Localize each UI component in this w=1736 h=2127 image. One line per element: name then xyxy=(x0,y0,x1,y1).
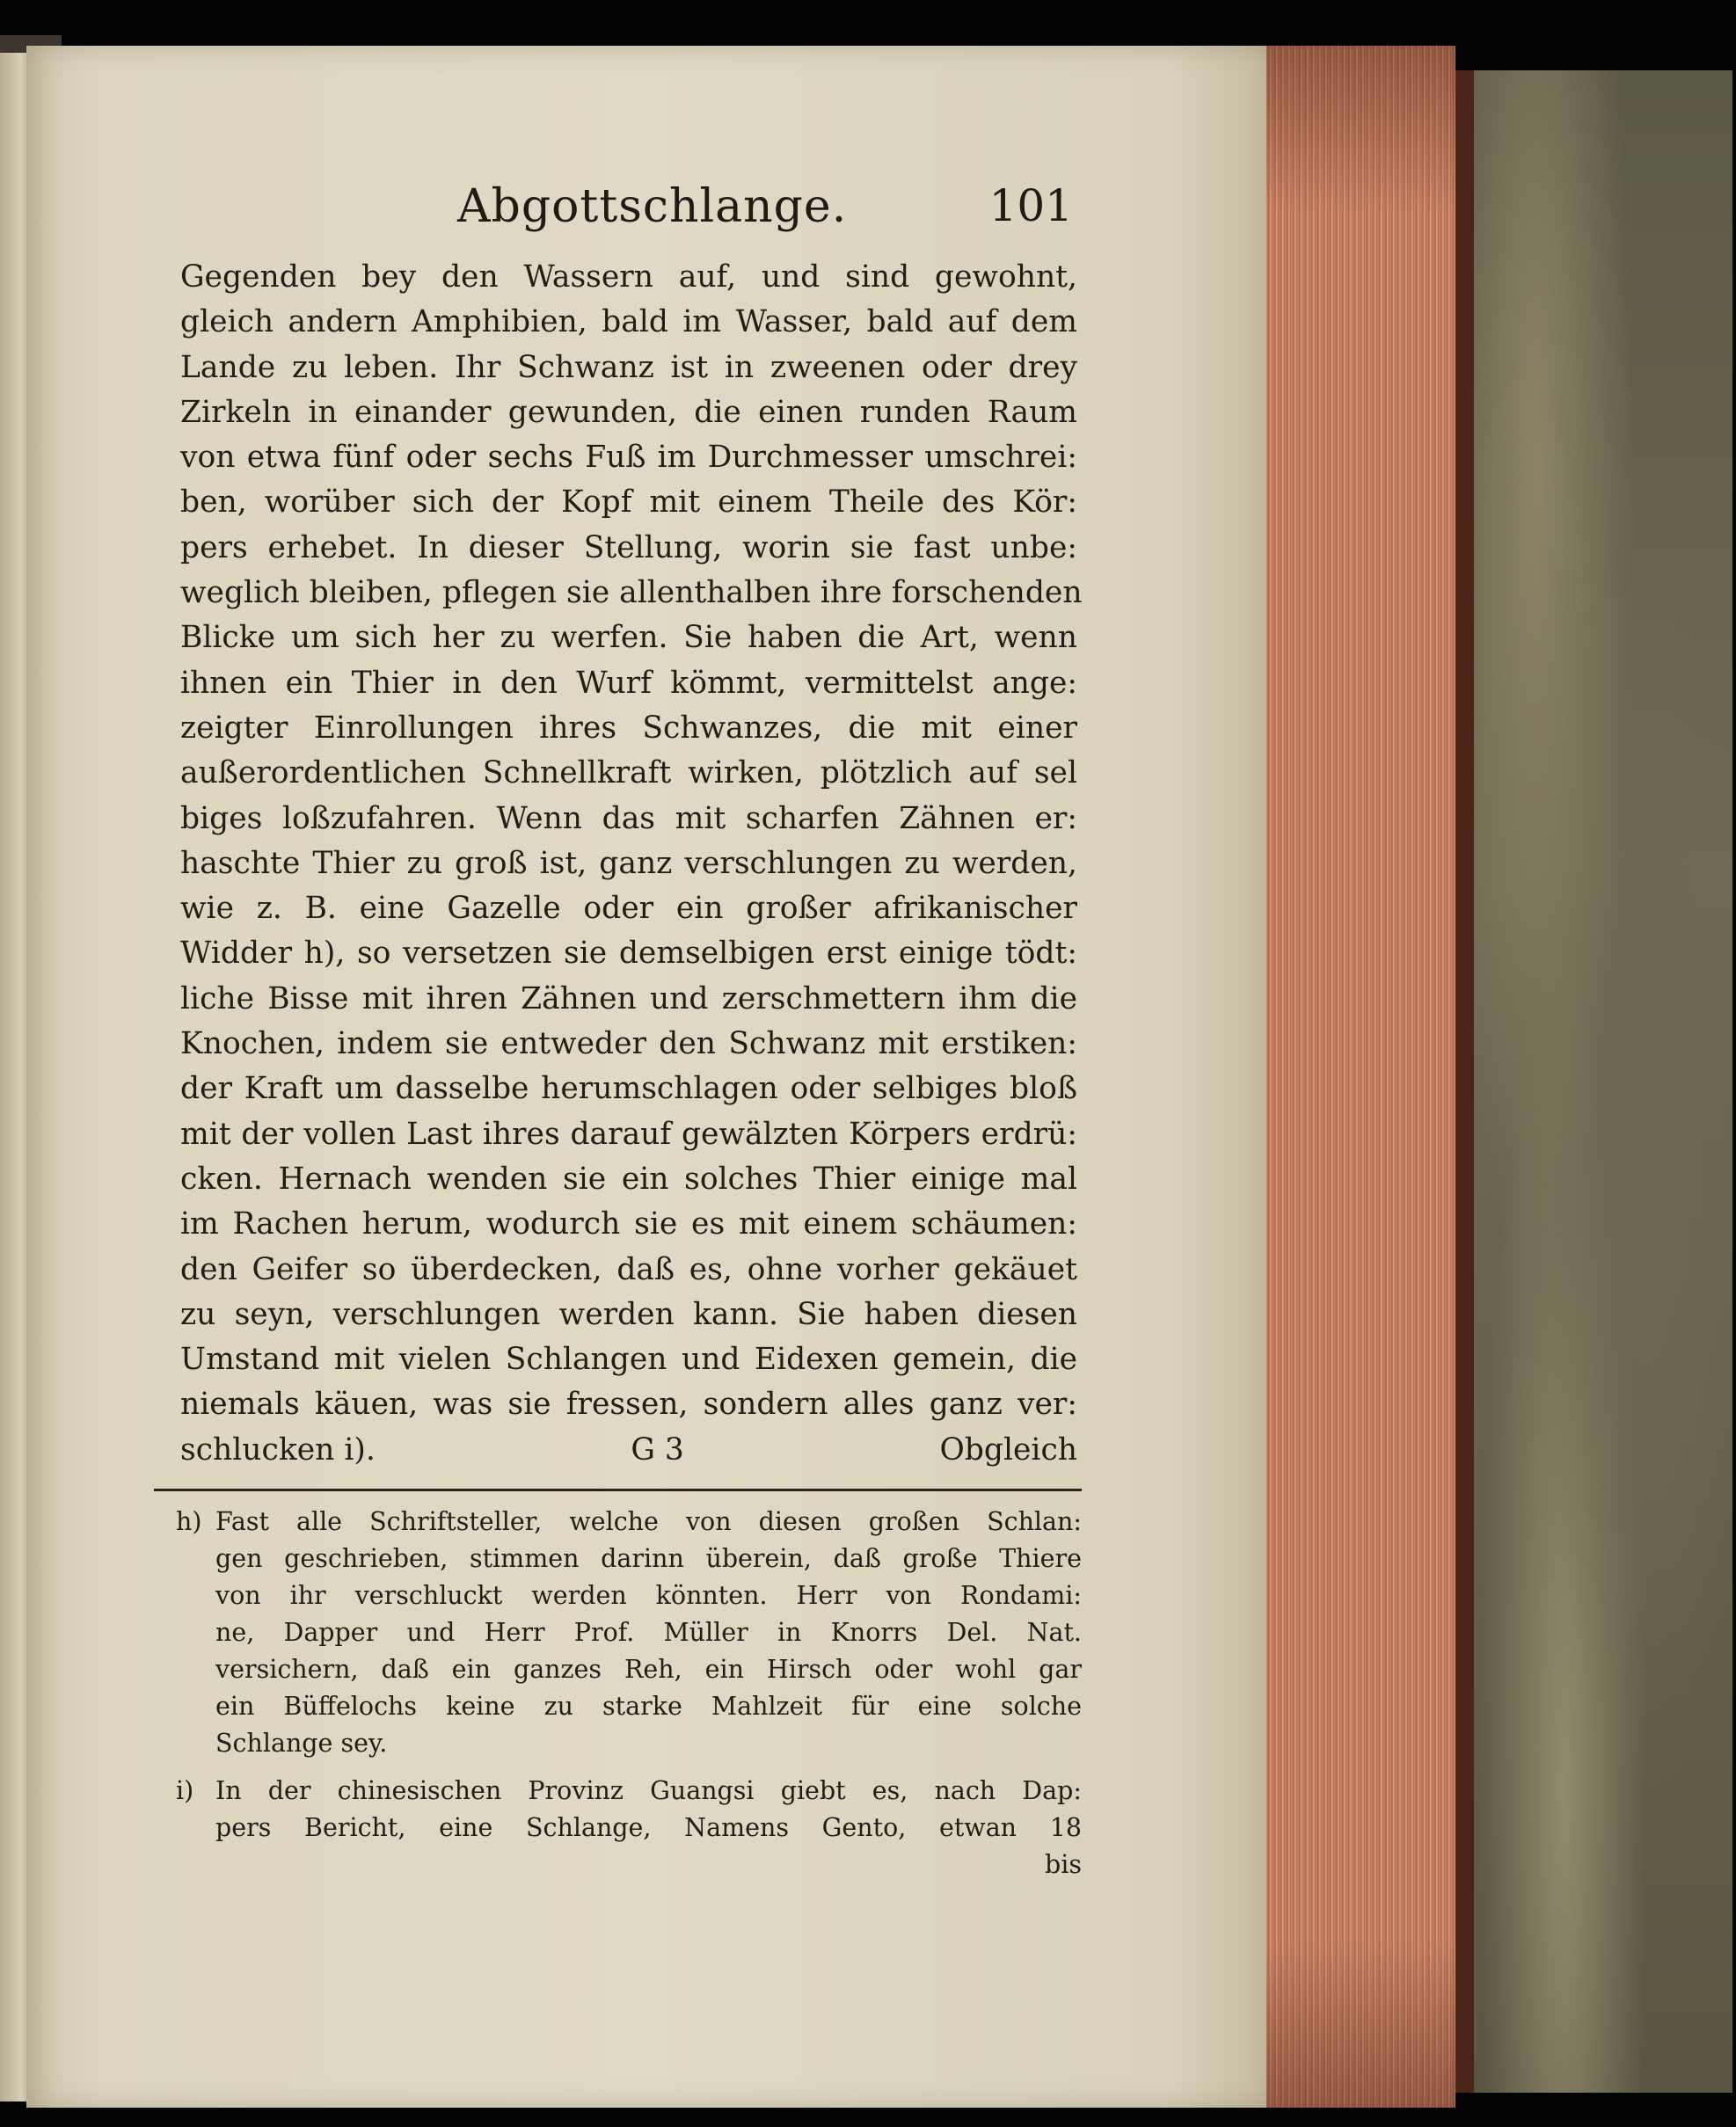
text-line: niemals käuen, was sie fressen, sondern alles ganz ver: xyxy=(180,1387,1077,1423)
text-line: Knochen, indem sie entweder den Schwanz mit erstiken: xyxy=(180,1026,1077,1062)
last-line-row xyxy=(180,1428,1077,1473)
text-line: Umstand mit vielen Schlangen und Eidexen gemein, die xyxy=(180,1342,1077,1378)
text-line: gleich andern Amphibien, bald im Wasser, bald auf dem xyxy=(180,304,1077,340)
text-line: Gegenden bey den Wassern auf, und sind gewohnt, xyxy=(180,259,1077,295)
footnotes xyxy=(176,1504,1082,1894)
footnote-line: ein Büffelochs keine zu starke Mahlzeit für eine solche xyxy=(215,1692,1082,1721)
text-line: zu seyn, verschlungen werden kann. Sie haben diesen xyxy=(180,1296,1077,1332)
footnote-line: gen geschrieben, stimmen darinn überein, daß große Thiere xyxy=(215,1544,1082,1573)
text-line: wie z. B. eine Gazelle oder ein großer afrikanischer xyxy=(180,891,1077,927)
footnote-rule xyxy=(154,1489,1082,1491)
text-line: im Rachen herum, wodurch sie es mit einem schäumen: xyxy=(180,1206,1077,1242)
text-line: weglich bleiben, pflegen sie allenthalben ihre forschenden xyxy=(180,575,1083,611)
footnote-mark: h) xyxy=(176,1507,202,1536)
footnote-line: von ihr verschluckt werden könnten. Herr von Rondami: xyxy=(215,1581,1082,1610)
text-line: der Kraft um dasselbe herumschlagen oder selbiges bloß xyxy=(180,1071,1077,1107)
footnote-mark: i) xyxy=(176,1776,194,1805)
footnote-line: Schlange sey. xyxy=(215,1729,388,1758)
marbled-board xyxy=(1451,70,1732,2093)
text-line: ihnen ein Thier in den Wurf kömmt, vermittelst ange: xyxy=(180,665,1077,701)
text-line: pers erhebet. In dieser Stellung, worin sie fast unbe: xyxy=(180,529,1077,565)
catchword: Obgleich xyxy=(939,1431,1077,1468)
text-line: zeigter Einrollungen ihres Schwanzes, die mit einer xyxy=(180,710,1077,746)
text-line: Lande zu leben. Ihr Schwanz ist in zweenen oder drey xyxy=(180,349,1077,385)
footnote-i xyxy=(176,1773,1082,1883)
text-line: von etwa fünf oder sechs Fuß im Durchmesser umschrei: xyxy=(180,440,1077,476)
text-line: Zirkeln in einander gewunden, die einen runden Raum xyxy=(180,394,1077,430)
text-line: außerordentlichen Schnellkraft wirken, plötzlich auf sel xyxy=(180,755,1077,791)
footnote-line: versichern, daß ein ganzes Reh, ein Hirsch oder wohl gar xyxy=(215,1655,1082,1684)
text-line: liche Bisse mit ihren Zähnen und zerschmettern ihm die xyxy=(180,980,1077,1016)
text-line: den Geifer so überdecken, daß es, ohne vorher gekäuet xyxy=(180,1251,1077,1287)
page-title: Abgottschlange. xyxy=(457,180,848,233)
footnote-line: Fast alle Schriftsteller, welche von diesen großen Schlan: xyxy=(215,1507,1082,1536)
body-text xyxy=(180,255,1083,1473)
footnote-line: ne, Dapper und Herr Prof. Müller in Knorrs Del. Nat. xyxy=(215,1618,1082,1647)
page-number: 101 xyxy=(988,180,1073,231)
text-line: Blicke um sich her zu werfen. Sie haben die Art, wenn xyxy=(180,620,1077,656)
catchword: bis xyxy=(1045,1850,1082,1879)
text-line: schlucken i). xyxy=(180,1431,376,1468)
running-header xyxy=(457,180,1073,242)
text-line: cken. Hernach wenden sie ein solches Thier einige mal xyxy=(180,1161,1077,1197)
text-line: ben, worüber sich der Kopf mit einem Theile des Kör: xyxy=(180,484,1077,521)
text-line: biges loßzufahren. Wenn das mit scharfen Zähnen er: xyxy=(180,800,1077,836)
footnote-h xyxy=(176,1504,1082,1762)
footnote-line: In der chinesischen Provinz Guangsi giebt es, nach Dap: xyxy=(215,1776,1082,1805)
text-line: mit der vollen Last ihres darauf gewälzten Körpers erdrü: xyxy=(180,1116,1077,1152)
signature-mark: G 3 xyxy=(631,1431,684,1468)
footnote-line: pers Bericht, eine Schlange, Namens Gento, etwan 18 xyxy=(215,1813,1082,1842)
text-line: haschte Thier zu groß ist, ganz verschlungen zu werden, xyxy=(180,845,1077,881)
text-line: Widder h), so versetzen sie demselbigen erst einige tödt: xyxy=(180,936,1077,972)
